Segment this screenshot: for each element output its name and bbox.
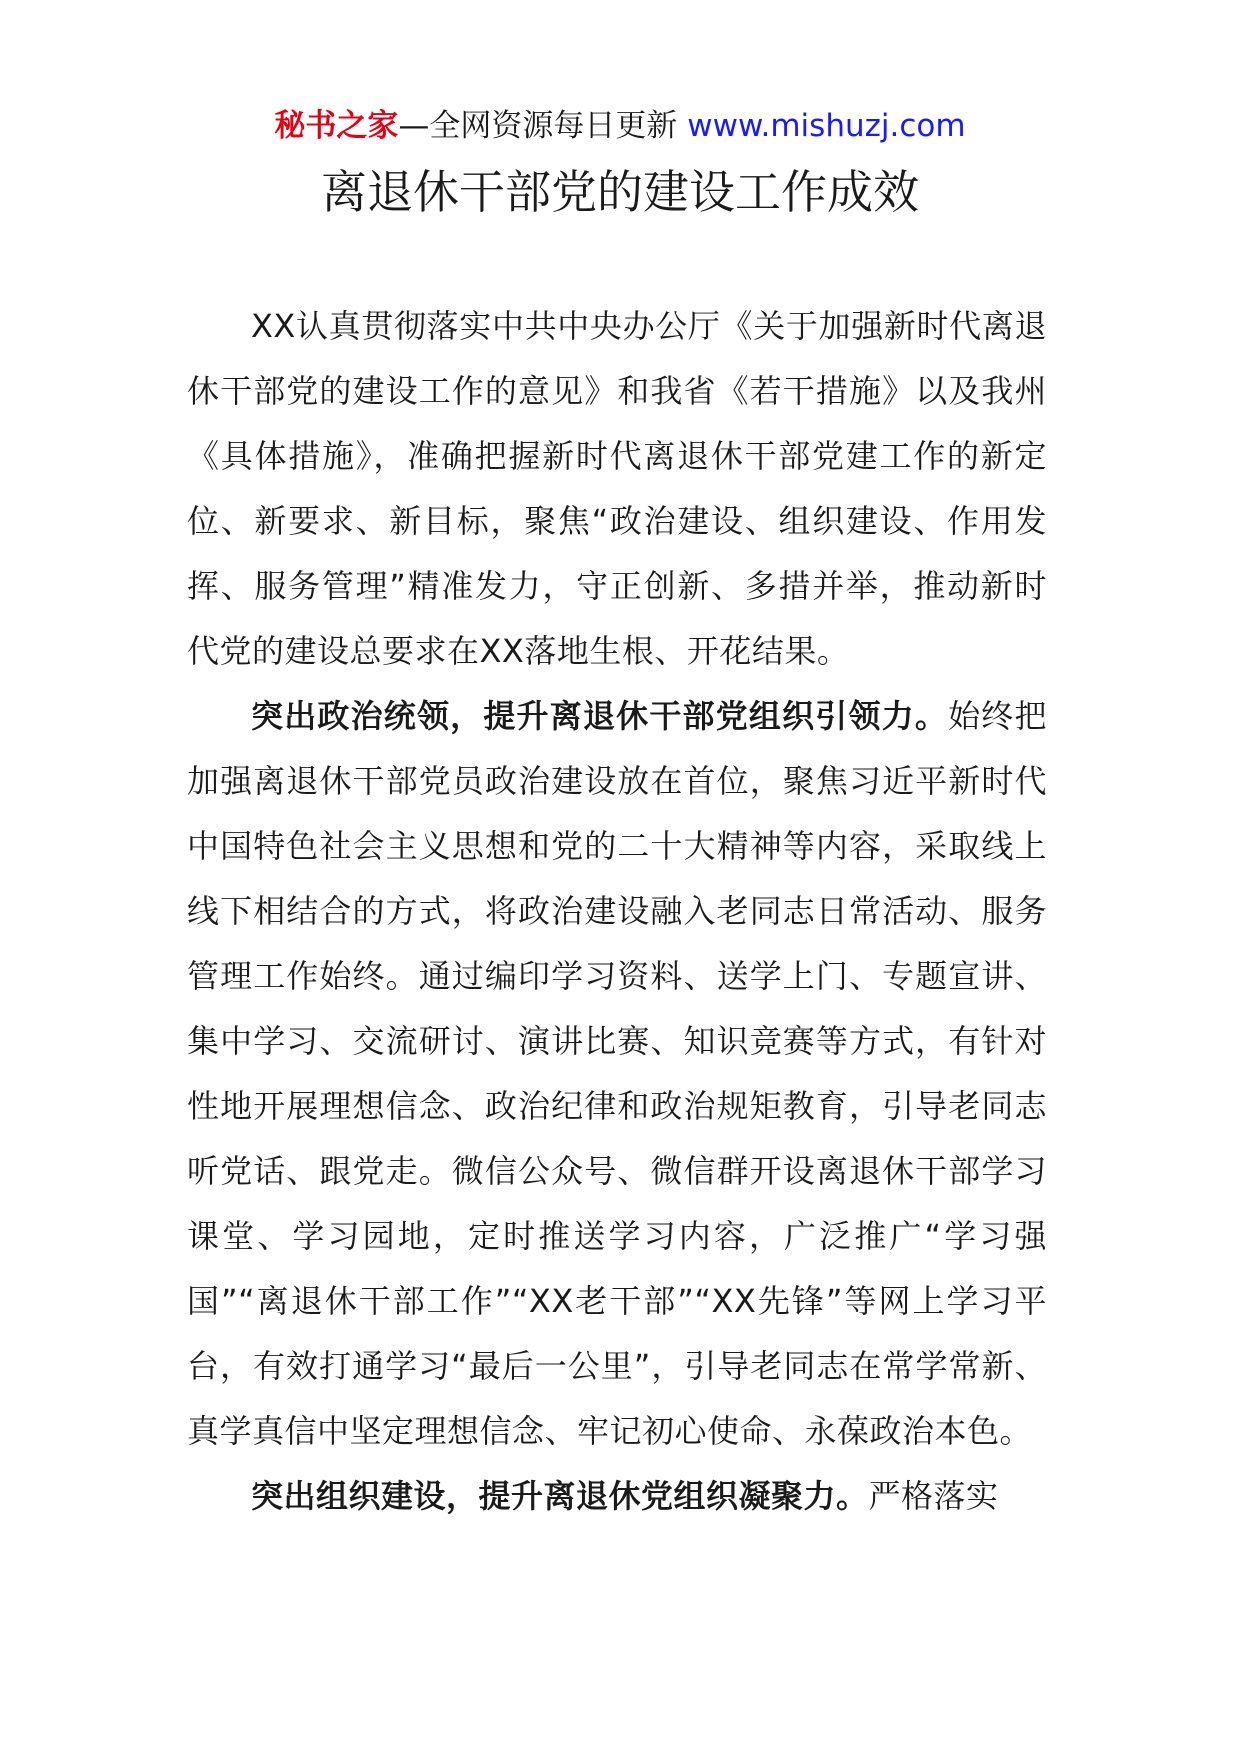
paragraph-text: 严格落实 [868, 1477, 999, 1515]
paragraph-lead: 突出政治统领，提升离退休干部党组织引领力。 [251, 697, 949, 735]
paragraph-organization-building [187, 1464, 1047, 1529]
paragraph-political-leadership [187, 684, 1047, 1464]
paragraph-intro [187, 294, 1047, 684]
document-title: 离退休干部党的建设工作成效 [321, 165, 919, 219]
paragraph-text: XX认真贯彻落实中共中央办公厅《关于加强新时代离退休干部党的建设工作的意见》和我省《若干措施》以及我州《具体措施》，准确把握新时代离退休干部党建工作的新定位、新要求、新目标，聚焦“政治建设、组织建设、作用发挥、服务管理”精准发力，守正创新、多措并举，推动新时代党的建设总要求在XX落地生根、开花结果。 [187, 307, 1047, 670]
paragraph-lead: 突出组织建设，提升离退休党组织凝聚力。 [251, 1477, 869, 1515]
site-banner [0, 104, 1240, 148]
document-body [187, 294, 1047, 1529]
brand-name: 秘书之家 [274, 108, 399, 144]
site-url-link[interactable]: www.mishuzj.com [687, 108, 966, 144]
paragraph-text: 始终把加强离退休干部党员政治建设放在首位，聚焦习近平新时代中国特色社会主义思想和党的二十大精神等内容，采取线上线下相结合的方式，将政治建设融入老同志日常活动、服务管理工作始终。通过编印学习资料、送学上门、专题宣讲、集中学习、交流研讨、演讲比赛、知识竞赛等方式，有针对性地开展理想信念、政治纪律和政治规矩教育，引导老同志听党话、跟党走。微信公众号、微信群开设离退休干部学习课堂、学习园地，定时推送学习内容，广泛推广“学习强国”“离退休干部工作”“XX老干部”“XX先锋”等网上学习平台，有效打通学习“最后一公里”，引导老同志在常学常新、真学真信中坚定理想信念、牢记初心使命、永葆政治本色。 [187, 697, 1047, 1450]
banner-tagline: —全网资源每日更新 [398, 108, 688, 144]
